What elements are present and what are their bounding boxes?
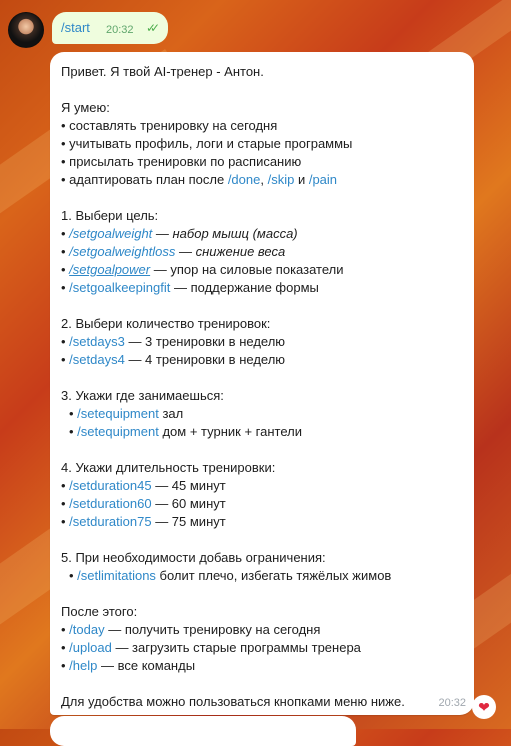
days-header: 2. Выбери количество тренировок: [61, 316, 271, 331]
double-check-icon: ✓✓ [146, 21, 155, 35]
skills-header: Я умею: [61, 100, 110, 115]
setequipment-command-link[interactable]: /setequipment [77, 406, 159, 421]
goal-item: • /setgoalweightloss — снижение веса [61, 244, 286, 259]
heart-reaction-icon[interactable]: ❤ [472, 695, 496, 719]
setduration45-command-link[interactable]: /setduration45 [69, 478, 152, 493]
skill-line: • присылать тренировки по расписанию [61, 154, 302, 169]
next-message-partial[interactable] [50, 716, 356, 746]
today-command-link[interactable]: /today [69, 622, 105, 637]
after-item: • /upload — загрузить старые программы тренера [61, 640, 361, 655]
duration-item: • /setduration60 — 60 минут [61, 496, 226, 511]
setgoalkeepingfit-command-link[interactable]: /setgoalkeepingfit [69, 280, 171, 295]
setduration60-command-link[interactable]: /setduration60 [69, 496, 152, 511]
help-command-link[interactable]: /help [69, 658, 98, 673]
outgoing-time: 20:32 [106, 24, 134, 36]
setlimitations-command-link[interactable]: /setlimitations [77, 568, 156, 583]
goal-item: • /setgoalweight — набор мышц (масса) [61, 226, 298, 241]
setgoalweightloss-command-link[interactable]: /setgoalweightloss [69, 244, 176, 259]
setequipment-command-link[interactable]: /setequipment [77, 424, 159, 439]
after-item: • /help — все команды [61, 658, 196, 673]
duration-header: 4. Укажи длительность тренировки: [61, 460, 276, 475]
goal-item: • /setgoalkeepingfit — поддержание формы [61, 280, 319, 295]
skill-line: • адаптировать план после /done, /skip и /pain [61, 172, 338, 187]
equipment-header: 3. Укажи где занимаешься: [61, 388, 224, 403]
bot-avatar[interactable] [8, 12, 44, 48]
incoming-message[interactable] [50, 52, 474, 715]
pain-command-link[interactable]: /pain [308, 172, 338, 187]
goal-item: • /setgoalpower — упор на силовые показатели [61, 262, 344, 277]
skill-line: • составлять тренировку на сегодня [61, 118, 278, 133]
after-item: • /today — получить тренировку на сегодня [61, 622, 321, 637]
equipment-item: • /setequipment зал [69, 406, 184, 421]
upload-command-link[interactable]: /upload [69, 640, 112, 655]
skip-command-link[interactable]: /skip [267, 172, 295, 187]
duration-item: • /setduration45 — 45 минут [61, 478, 226, 493]
outgoing-message[interactable] [52, 12, 168, 44]
setduration75-command-link[interactable]: /setduration75 [69, 514, 152, 529]
outgoing-text: /start [61, 20, 90, 35]
limits-header: 5. При необходимости добавь ограничения: [61, 550, 326, 565]
skill-line: • учитывать профиль, логи и старые программы [61, 136, 353, 151]
limits-item: • /setlimitations болит плечо, избегать тяжёлых жимов [69, 568, 392, 583]
setdays4-command-link[interactable]: /setdays4 [69, 352, 125, 367]
days-item: • /setdays4 — 4 тренировки в неделю [61, 352, 286, 367]
done-command-link[interactable]: /done [227, 172, 261, 187]
message-body [61, 63, 466, 711]
equipment-item: • /setequipment дом + турник + гантели [69, 424, 302, 439]
incoming-time: 20:32 [438, 697, 466, 709]
after-header: После этого: [61, 604, 138, 619]
goal-header: 1. Выбери цель: [61, 208, 159, 223]
footer-line: Для удобства можно пользоваться кнопками меню ниже. [61, 694, 405, 709]
duration-item: • /setduration75 — 75 минут [61, 514, 226, 529]
setgoalweight-command-link[interactable]: /setgoalweight [69, 226, 153, 241]
greeting-line: Привет. Я твой AI-тренер - Антон. [61, 64, 264, 79]
days-item: • /setdays3 — 3 тренировки в неделю [61, 334, 286, 349]
setgoalpower-command-link[interactable]: /setgoalpower [69, 262, 151, 277]
setdays3-command-link[interactable]: /setdays3 [69, 334, 125, 349]
